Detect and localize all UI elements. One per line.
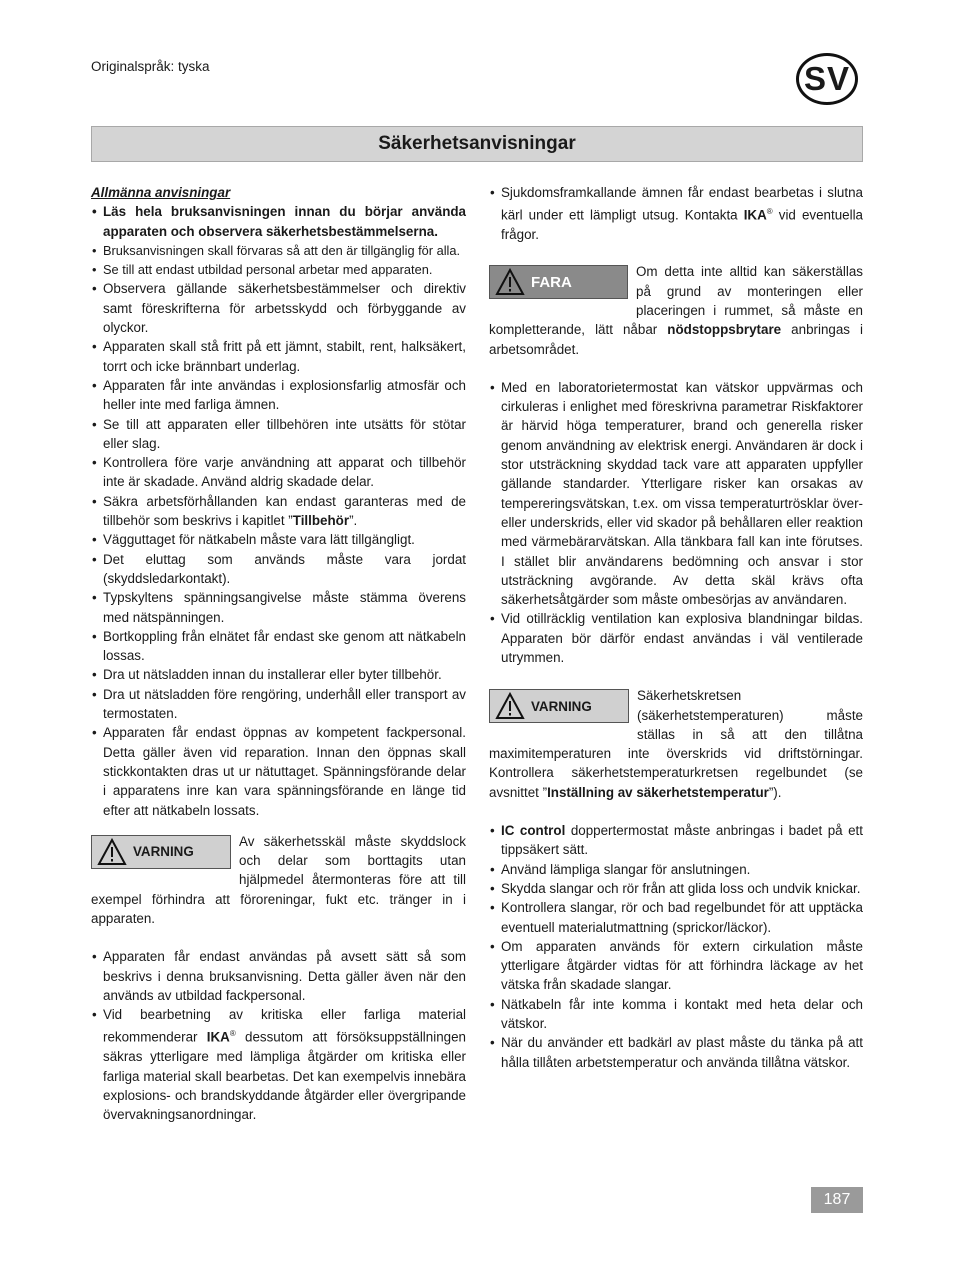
list-item: • Vid bearbetning av kritiska eller farliga material rekommenderar IKA® dessutom att försöksuppställningen säkras ytterligare med lämpliga åtgärder om kritiska eller farliga material skall bearbetas. Det kan exempelvis innebära explosions- och brandskyddande åtgärder eller övergripande övervakningsanordningar. <box>91 1005 466 1124</box>
warning-text: Säkerhetskretsen (säkerhetstemperaturen) måste ställas in så att den tillåtna maximitemperaturen inte överskrids vid driftstörningar. Kontrollera säkerhetstemperaturkretsen regelbundet (se avsnittet ”Inställning av säkerhetstemperatur”). <box>489 688 863 800</box>
list-item: • Med en laboratorietermostat kan vätskor uppvärmas och cirkuleras i enlighet med föreskrivna parametrar Riskfaktorer är härvid höga temperaturer, brand och generella risker genom användning av elektrisk energi. Användaren är dock i stor utsträckning skyddad tack vare att apparaten uppfyller gällande standarder. Ytterligare risker kan orsakas av tempereringsvätskan, t.ex. om vissa temperaturtrösklar över- eller underskrids, eller vid skador på behållaren eller reaktion med värmebärarvätskan. Alla tänkbara fall kan inte förutses. I stället blir användarens bedömning och ansvar i stor utsträckning avgörande. Av detta skäl krävs ofta säkerhetsåtgärder som måste ombesörjas av användaren. <box>489 378 863 610</box>
general-instructions-list <box>91 202 466 820</box>
section-title-bar <box>91 126 863 162</box>
list-item: • Se till att endast utbildad personal arbetar med apparaten. <box>91 260 466 279</box>
list-item: • Bortkoppling från elnätet får endast ske genom att nätkabeln lossas. <box>91 627 466 666</box>
warning-block <box>489 686 863 802</box>
list-item: • Vägguttaget för nätkabeln måste vara lätt tillgängligt. <box>91 530 466 549</box>
page-title: Säkerhetsanvisningar <box>378 133 576 154</box>
list-item: • Vid otillräcklig ventilation kan explosiva blandningar bildas. Apparaten bör därför endast användas i väl ventilerade utrymmen. <box>489 609 863 667</box>
usage-list <box>91 947 466 1124</box>
list-item: • Det eluttag som används måste vara jordat (skyddsledarkontakt). <box>91 550 466 589</box>
list-item: • Kontrollera slangar, rör och bad regelbundet för att upptäcka eventuell materialutmattning (sprickor/läckor). <box>489 898 863 937</box>
list-item: • Säkra arbetsförhållanden kan endast garanteras med de tillbehör som beskrivs i kapitlet ”Tillbehör”. <box>91 492 466 531</box>
list-item: • Apparaten får inte användas i explosionsfarlig atmosfär och heller inte med farliga ämnen. <box>91 376 466 415</box>
list-item: • Bruksanvisningen skall förvaras så att den är tillgänglig för alla. <box>91 241 466 260</box>
warning-text: Av säkerhetsskäl måste skyddslock och delar som borttagits utan hjälpmedel återmonteras före att till exempel förhindra att föroreningar, fukt etc. tränger in i apparaten. <box>91 833 466 926</box>
warning-block <box>91 832 466 928</box>
warning-triangle-icon <box>495 268 525 296</box>
page-number: 187 <box>811 1187 863 1213</box>
warning-label: VARNING <box>489 689 629 723</box>
list-item: • När du använder ett badkärl av plast måste du tänka på att hålla tillåten arbetstemperatur och använda tillåtna vätskor. <box>489 1033 863 1072</box>
original-language-note: Originalspråk: tyska <box>91 59 210 74</box>
list-item: • Dra ut nätsladden innan du installerar eller byter tillbehör. <box>91 665 466 684</box>
left-column <box>91 183 466 1124</box>
list-item: • Skydda slangar och rör från att glida loss och undvik knickar. <box>489 879 863 898</box>
list-item: • Sjukdomsframkallande ämnen får endast bearbetas i slutna kärl under ett lämpligt utsug. Kontakta IKA® vid eventuella frågor. <box>489 183 863 244</box>
list-item: • IC control doppertermostat måste anbringas i badet på ett tippsäkert sätt. <box>489 821 863 860</box>
list-item: • Se till att apparaten eller tillbehören inte utsätts för stötar eller slag. <box>91 415 466 454</box>
list-item: • Använd lämpliga slangar för anslutningen. <box>489 860 863 879</box>
list-item: • Nätkabeln får inte komma i kontakt med heta delar och vätskor. <box>489 995 863 1034</box>
list-item: • Om apparaten används för extern cirkulation måste ytterligare åtgärder vidtas för att förhindra läckage av het vätska från skadade slangar. <box>489 937 863 995</box>
language-badge: SV <box>796 53 858 105</box>
list-item: • Kontrollera före varje användning att apparat och tillbehör inte är skadade. Använd aldrig skadade delar. <box>91 453 466 492</box>
list-item: • Apparaten skall stå fritt på ett jämnt, stabilt, rent, halksäkert, torrt och icke brännbart underlag. <box>91 337 466 376</box>
list-item: • Dra ut nätsladden före rengöring, underhåll eller transport av termostaten. <box>91 685 466 724</box>
danger-text: Om detta inte alltid kan säkerställas på grund av monteringen eller placeringen i rummet, så måste en kompletterande, lätt nåbar nödstoppsbrytare anbringas i arbetsområdet. <box>489 264 863 357</box>
right-column <box>489 183 863 1072</box>
general-instructions-heading: Allmänna anvisningar <box>91 185 231 200</box>
list-item: • Typskyltens spänningsangivelse måste stämma överens med nätspänningen. <box>91 588 466 627</box>
warning-triangle-icon <box>495 692 525 720</box>
warning-triangle-icon <box>97 838 127 866</box>
list-item: • Apparaten får endast öppnas av kompetent fackpersonal. Detta gäller även vid reparation. Innan den öppnas skall stickkontakten dras ut ur nätuttaget. Spänningsförande delar i apparatens inre kan vara spänningsförande en länge tid efter att nätkabeln lossats. <box>91 723 466 819</box>
danger-label: FARA <box>489 265 628 299</box>
warning-label: VARNING <box>91 835 231 869</box>
list-item: • Apparaten får endast användas på avsett sätt så som beskrivs i denna bruksanvisning. Detta gäller även när den används av utbildad fackpersonal. <box>91 947 466 1005</box>
list-item: • Observera gällande säkerhetsbestämmelser och direktiv samt föreskrifterna för arbetsskydd och förbyggande av olyckor. <box>91 279 466 337</box>
list-item: • Läs hela bruksanvisningen innan du börjar använda apparaten och observera säkerhetsbestämmelserna. <box>91 202 466 241</box>
danger-block <box>489 262 863 358</box>
